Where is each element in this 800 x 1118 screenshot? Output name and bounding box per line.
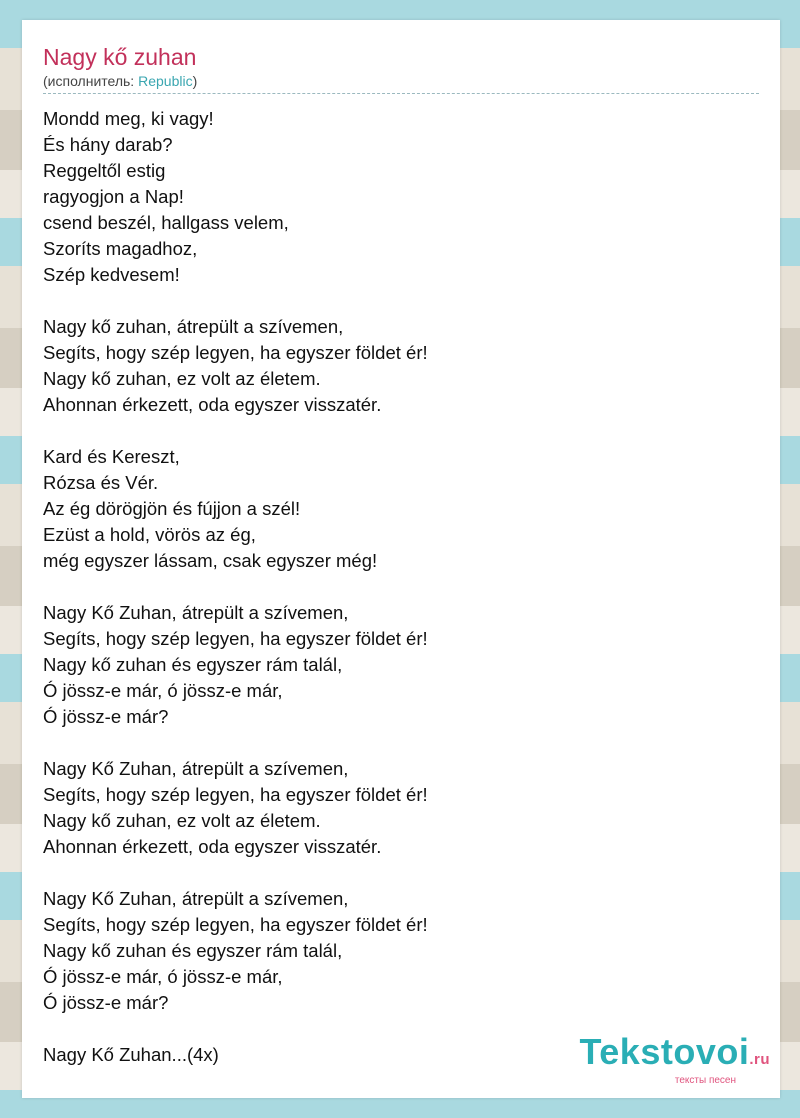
- lyrics-line: Ahonnan érkezett, oda egyszer visszatér.: [43, 394, 382, 415]
- lyrics-line: Ahonnan érkezett, oda egyszer visszatér.: [43, 836, 382, 857]
- logo-tld: .ru: [749, 1051, 770, 1068]
- title-divider: [43, 93, 759, 94]
- site-logo[interactable]: [579, 1031, 770, 1086]
- lyrics-line: Nagy Kő Zuhan...(4x): [43, 1044, 219, 1065]
- logo-tagline: тексты песен: [674, 1075, 736, 1086]
- artist-suffix: ): [192, 73, 198, 89]
- lyrics-line: Ó jössz-e már?: [43, 706, 169, 727]
- lyrics-line: Segíts, hogy szép legyen, ha egyszer földet ér!: [43, 914, 428, 935]
- lyrics-line: Segíts, hogy szép legyen, ha egyszer földet ér!: [43, 784, 428, 805]
- lyrics-line: Nagy kő zuhan, ez volt az életem.: [43, 810, 321, 831]
- lyrics-line: csend beszél, hallgass velem,: [43, 212, 289, 233]
- lyrics-card: [22, 20, 780, 1098]
- lyrics-line: Nagy kő zuhan, ez volt az életem.: [43, 368, 321, 389]
- song-title: Nagy kő zuhan: [43, 44, 197, 70]
- lyrics-line: Nagy kő zuhan és egyszer rám talál,: [43, 940, 343, 961]
- lyrics-line: még egyszer lássam, csak egyszer még!: [43, 550, 378, 571]
- lyrics-line: Ó jössz-e már, ó jössz-e már,: [43, 966, 283, 987]
- lyrics-line: Ó jössz-e már?: [43, 992, 169, 1013]
- artist-prefix: (исполнитель:: [43, 73, 139, 89]
- logo-name: Tekstovoi: [579, 1031, 750, 1072]
- lyrics-stanza: [43, 444, 759, 574]
- lyrics-line: Mondd meg, ki vagy!: [43, 108, 214, 129]
- lyrics-line: Nagy kő zuhan és egyszer rám talál,: [43, 654, 343, 675]
- lyrics-line: Ó jössz-e már, ó jössz-e már,: [43, 680, 283, 701]
- artist-link[interactable]: Republic: [138, 73, 193, 89]
- lyrics-stanza: [43, 886, 759, 1016]
- lyrics-line: Nagy Kő Zuhan, átrepült a szívemen,: [43, 888, 349, 909]
- lyrics-line: Nagy kő zuhan, átrepült a szívemen,: [43, 316, 344, 337]
- lyrics-stanza: [43, 106, 759, 288]
- lyrics-line: Ezüst a hold, vörös az ég,: [43, 524, 256, 545]
- lyrics-line: Segíts, hogy szép legyen, ha egyszer földet ér!: [43, 628, 428, 649]
- lyrics-line: Reggeltől estig: [43, 160, 166, 181]
- logo-wordmark: [579, 1031, 770, 1077]
- lyrics-line: Kard és Kereszt,: [43, 446, 180, 467]
- lyrics-body: [43, 106, 759, 1094]
- lyrics-line: Szoríts magadhoz,: [43, 238, 198, 259]
- lyrics-line: Az ég dörögjön és fújjon a szél!: [43, 498, 301, 519]
- lyrics-stanza: [43, 600, 759, 730]
- lyrics-line: ragyogjon a Nap!: [43, 186, 184, 207]
- lyrics-stanza: [43, 314, 759, 418]
- lyrics-line: Szép kedvesem!: [43, 264, 180, 285]
- lyrics-stanza: [43, 756, 759, 860]
- lyrics-line: És hány darab?: [43, 134, 173, 155]
- lyrics-line: Segíts, hogy szép legyen, ha egyszer földet ér!: [43, 342, 428, 363]
- lyrics-line: Nagy Kő Zuhan, átrepült a szívemen,: [43, 602, 349, 623]
- lyrics-line: Nagy Kő Zuhan, átrepült a szívemen,: [43, 758, 349, 779]
- lyrics-line: Rózsa és Vér.: [43, 472, 159, 493]
- artist-line: [43, 73, 197, 89]
